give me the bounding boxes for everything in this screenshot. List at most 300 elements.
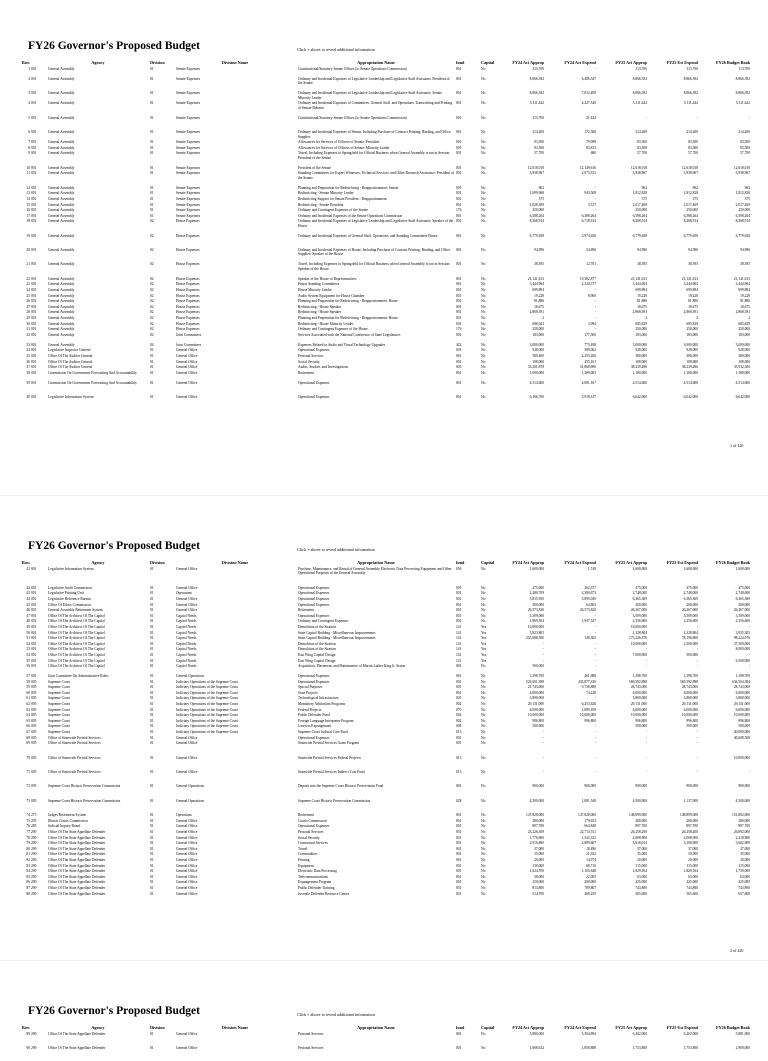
cell-fy24-act-approp: 10,000,000 bbox=[527, 713, 544, 718]
cell-division-name: Senate Expenses bbox=[176, 140, 201, 145]
cell-fy25-est-expend: 29,131,000 bbox=[681, 702, 698, 707]
table-row bbox=[0, 234, 768, 248]
cell-agency-code: 290 bbox=[31, 874, 37, 879]
cell-fy24-act-approp: 514,700 bbox=[532, 891, 544, 896]
cell-row-number: 41 bbox=[26, 567, 30, 571]
cell-agency-code: 001 bbox=[31, 658, 37, 663]
cell-row-number: 44 bbox=[26, 596, 30, 601]
cell-row-number: 29 bbox=[26, 316, 30, 321]
cell-row-number: 75 bbox=[26, 818, 30, 823]
cell-fy24-act-expend: - bbox=[594, 208, 596, 213]
cell-fy24-act-approp: 996,800 bbox=[532, 718, 544, 723]
cell-row-number: 9 bbox=[28, 151, 30, 156]
cell-fy24-act-approp: 23,226,309 bbox=[527, 829, 544, 834]
cell-fy26-budget-book: 40,608,500 bbox=[733, 735, 750, 740]
table-body bbox=[0, 1032, 768, 1061]
cell-agency-code: 001 bbox=[31, 327, 37, 332]
cell-capital: No bbox=[481, 869, 486, 874]
table-row bbox=[0, 101, 768, 115]
cell-row-number: 45 bbox=[26, 602, 30, 607]
table-row bbox=[0, 784, 768, 798]
cell-fund: 001 bbox=[456, 304, 462, 309]
cell-fy25-act-approp: 19,228 bbox=[637, 293, 647, 298]
cell-agency: General Assembly bbox=[48, 101, 75, 106]
cell-fund: 001 bbox=[456, 852, 462, 857]
cell-agency-code: 005 bbox=[31, 770, 37, 775]
cell-agency: General Assembly bbox=[48, 219, 75, 224]
cell-fund: 001 bbox=[456, 596, 462, 601]
cell-agency-code: 001 bbox=[31, 567, 37, 571]
cell-fy25-est-expend: 2,356,600 bbox=[683, 619, 698, 624]
cell-fy24-act-expend: 1,889,109 bbox=[581, 707, 596, 712]
cell-division: 01 bbox=[150, 185, 154, 190]
cell-agency-code: 001 bbox=[31, 140, 37, 145]
cell-fy24-act-expend: 5,895,049 bbox=[581, 596, 596, 601]
cell-agency: General Assembly bbox=[48, 293, 75, 298]
cell-fy25-act-approp: 996,800 bbox=[635, 718, 647, 723]
cell-row-number: 27 bbox=[26, 304, 30, 309]
cell-fy24-act-expend: 12,701 bbox=[586, 262, 596, 267]
cell-fund: 001 bbox=[456, 818, 462, 823]
cell-agency: Judicial Inquiry Board bbox=[48, 824, 81, 829]
cell-fund: 141 bbox=[456, 652, 462, 657]
cell-fy26-budget-book: 83,500 bbox=[740, 140, 750, 145]
cell-capital: No bbox=[481, 846, 486, 851]
cell-fy24-act-expend: 709,867 bbox=[584, 885, 596, 890]
cell-fund: 141 bbox=[456, 636, 462, 641]
cell-agency: General Assembly bbox=[48, 233, 75, 238]
cell-agency: Office Of The Auditor General bbox=[48, 353, 93, 358]
cell-row-number: 52 bbox=[26, 641, 30, 646]
cell-fy25-act-approp: 4,514,600 bbox=[632, 380, 647, 385]
table-row bbox=[0, 741, 768, 755]
cell-division: 01 bbox=[150, 613, 154, 618]
cell-fy24-act-expend: 4,227,526 bbox=[581, 101, 596, 106]
cell-appropriation-name: Ordinary and Contingent Expenses bbox=[298, 619, 349, 624]
cell-fy24-act-approp: 3,509,000 bbox=[529, 613, 544, 618]
column-header-division-name: Division Name bbox=[221, 60, 249, 65]
cell-fy25-est-expend: 500,000 bbox=[686, 652, 698, 657]
cell-fy25-est-expend: 38,395 bbox=[688, 262, 698, 267]
cell-fy24-act-approp: 280,000 bbox=[532, 818, 544, 823]
cell-fy25-est-expend: - bbox=[696, 770, 698, 775]
cell-agency-code: 001 bbox=[31, 380, 37, 385]
cell-row-number: 86 bbox=[26, 880, 30, 885]
cell-fy24-act-approp: 250,000 bbox=[532, 327, 544, 332]
cell-division-name: General Office bbox=[176, 880, 198, 885]
cell-fy26-budget-book: 3,509,000 bbox=[735, 613, 750, 618]
cell-fy26-budget-book: 500,000 bbox=[738, 724, 750, 729]
cell-division: 01 bbox=[150, 713, 154, 718]
cell-agency-code: 001 bbox=[31, 145, 37, 150]
cell-agency: General Assembly bbox=[48, 208, 75, 213]
cell-fy24-act-expend: 469,259 bbox=[584, 891, 596, 896]
cell-fy26-budget-book: 375 bbox=[744, 196, 750, 201]
cell-fy26-budget-book: 5,311,442 bbox=[735, 101, 750, 106]
table-row bbox=[0, 381, 768, 395]
cell-fy26-budget-book: 1,739,000 bbox=[735, 869, 750, 874]
table-row bbox=[0, 333, 768, 343]
cell-appropriation-name: Speaker of the House of Representatives bbox=[298, 276, 357, 281]
cell-division-name: General Operations bbox=[176, 784, 205, 789]
cell-agency: General Assembly bbox=[48, 91, 75, 96]
cell-agency: Office Of The State Appellate Defender bbox=[48, 841, 106, 846]
cell-fund: 001 bbox=[456, 299, 462, 304]
cell-appropriation-name: Federal Projects bbox=[298, 707, 322, 712]
cell-fy25-act-approp: 375 bbox=[641, 196, 647, 201]
cell-fy25-act-approp: 2,008,900 bbox=[632, 835, 647, 840]
cell-fy24-act-expend: - bbox=[594, 310, 596, 315]
table-body bbox=[0, 567, 768, 897]
cell-fy24-act-expend: 433,877,336 bbox=[578, 679, 596, 684]
cell-fund: 001 bbox=[456, 67, 462, 71]
cell-fund: 001 bbox=[456, 130, 462, 135]
cell-fy25-act-approp: 2,017,469 bbox=[632, 202, 647, 207]
cell-fy24-act-approp: 33,201,878 bbox=[527, 365, 544, 370]
cell-fund: 001 bbox=[456, 679, 462, 684]
cell-division: 02 bbox=[150, 233, 154, 238]
cell-fy25-est-expend: 6,202,000 bbox=[683, 1032, 698, 1036]
cell-fy26-budget-book: 2,356,600 bbox=[735, 619, 750, 624]
cell-fund: 001 bbox=[456, 202, 462, 207]
cell-fund: 001 bbox=[456, 191, 462, 196]
cell-capital: No bbox=[481, 353, 486, 358]
cell-capital: No bbox=[481, 310, 486, 315]
cell-row-number: 20 bbox=[26, 248, 30, 253]
cell-division-name: General Office bbox=[176, 380, 198, 385]
cell-fund: 141 bbox=[456, 658, 462, 663]
cell-fy24-act-expend: 9,738,880 bbox=[581, 685, 596, 690]
cell-division-name: Senate Expenses bbox=[176, 77, 201, 81]
cell-fy25-act-approp: 37,000 bbox=[637, 846, 647, 851]
cell-division-name: Judiciary Operations of the Supreme Court bbox=[176, 696, 238, 701]
table-body bbox=[0, 67, 768, 401]
column-header-capital: Capital bbox=[481, 60, 495, 65]
cell-fy25-est-expend: - bbox=[696, 658, 698, 663]
cell-fy25-est-expend: 2,500,000 bbox=[683, 641, 698, 646]
cell-division: 02 bbox=[150, 262, 154, 267]
cell-fy24-act-approp: 21,141,613 bbox=[527, 276, 544, 281]
cell-division-name: Capitol Needs bbox=[176, 664, 197, 669]
cell-fy26-budget-book: - bbox=[748, 624, 750, 629]
cell-agency-code: 290 bbox=[31, 857, 37, 862]
cell-division: 01 bbox=[150, 202, 154, 207]
cell-fy24-act-expend: 2,973,912 bbox=[581, 171, 596, 176]
cell-fund: 001 bbox=[456, 885, 462, 890]
cell-capital: No bbox=[481, 359, 486, 364]
cell-agency-code: 290 bbox=[31, 852, 37, 857]
cell-fy25-act-approp: 6,779,658 bbox=[632, 233, 647, 238]
cell-division-name: House Expenses bbox=[176, 282, 200, 287]
cell-row-number: 34 bbox=[26, 348, 30, 353]
cell-agency-code: 001 bbox=[31, 370, 37, 375]
cell-fy26-budget-book: 28,743,000 bbox=[733, 685, 750, 690]
cell-capital: No bbox=[481, 165, 486, 170]
cell-fund: 003 bbox=[456, 365, 462, 370]
column-header-fy24-approp: FY24 Act Approp bbox=[512, 560, 544, 565]
cell-fy24-act-approp: 37,000 bbox=[534, 846, 544, 851]
cell-fy26-budget-book: 40,000,000 bbox=[733, 730, 750, 735]
cell-fund: 001 bbox=[456, 348, 462, 353]
cell-division: 01 bbox=[150, 824, 154, 829]
cell-appropriation-name: Lawyers Expungement bbox=[298, 724, 332, 729]
cell-fy26-budget-book: 1,398,700 bbox=[735, 674, 750, 679]
cell-capital: No bbox=[481, 829, 486, 834]
column-header-fy24-expend: FY24 Act Expend bbox=[564, 60, 596, 65]
cell-capital: No bbox=[481, 664, 486, 669]
cell-division: 01 bbox=[150, 585, 154, 590]
cell-fy24-act-expend: 1,858,888 bbox=[581, 1046, 596, 1051]
cell-row-number: 76 bbox=[26, 824, 30, 829]
cell-fy26-budget-book: 5,881,000 bbox=[735, 1032, 750, 1036]
cell-fy26-budget-book: 26,267,000 bbox=[733, 608, 750, 613]
cell-fy24-act-expend: - bbox=[594, 299, 596, 304]
cell-fy26-budget-book: 8,268,914 bbox=[735, 219, 750, 224]
cell-fy24-act-expend: 21,922 bbox=[586, 852, 596, 857]
cell-fy24-act-approp: 1,776,900 bbox=[529, 835, 544, 840]
cell-appropriation-name: Standing Committees for Expert Witnesses, Technical Services, and Other Research Assistance: President of the Senate bbox=[298, 171, 454, 180]
cell-row-number: 10 bbox=[26, 165, 30, 170]
cell-fy25-est-expend: - bbox=[696, 730, 698, 735]
cell-fy25-act-approp: 685,829 bbox=[635, 321, 647, 326]
cell-fy25-act-approp: 29,131,000 bbox=[630, 702, 647, 707]
cell-agency: General Assembly bbox=[48, 151, 75, 156]
cell-division: 01 bbox=[150, 151, 154, 156]
cell-division-name: Senate Expenses bbox=[176, 115, 201, 120]
cell-fy24-act-approp: 3,938,967 bbox=[529, 171, 544, 176]
cell-fy24-act-expend: - bbox=[594, 652, 596, 657]
cell-row-number: 30 bbox=[26, 321, 30, 326]
cell-fy24-act-approp: 4,500,000 bbox=[529, 798, 544, 803]
cell-capital: No bbox=[481, 619, 486, 624]
cell-fund: 001 bbox=[456, 602, 462, 607]
cell-division: 01 bbox=[150, 784, 154, 789]
cell-agency-code: 001 bbox=[31, 304, 37, 309]
cell-division-name: Capitol Needs bbox=[176, 613, 197, 618]
cell-agency-code: 001 bbox=[31, 365, 37, 370]
cell-division: 01 bbox=[150, 880, 154, 885]
cell-fy24-act-expend: 1,289,003 bbox=[581, 370, 596, 375]
cell-fy25-act-approp: 569,592,898 bbox=[629, 679, 647, 684]
cell-agency-code: 005 bbox=[31, 718, 37, 723]
cell-appropriation-name: President of the Senate bbox=[298, 165, 332, 170]
cell-agency: General Assembly bbox=[48, 332, 75, 337]
cell-row-number: 31 bbox=[26, 327, 30, 332]
cell-fy25-est-expend: 30,000 bbox=[688, 852, 698, 857]
cell-fy25-act-approp: 3,618,014 bbox=[632, 841, 647, 846]
cell-capital: No bbox=[481, 730, 486, 735]
cell-fy26-budget-book: 3,000,000 bbox=[735, 342, 750, 347]
cell-row-number: 12 bbox=[26, 185, 30, 190]
cell-fy26-budget-book: 743,800 bbox=[738, 885, 750, 890]
cell-capital: No bbox=[481, 202, 486, 207]
table-row bbox=[0, 171, 768, 185]
cell-fy25-act-approp: 1,328,804 bbox=[632, 630, 647, 635]
cell-division: 01 bbox=[150, 395, 154, 400]
cell-agency-code: 001 bbox=[31, 191, 37, 196]
cell-division-name: Joint Committees bbox=[176, 342, 202, 347]
cell-division: 01 bbox=[150, 685, 154, 690]
cell-division: 01 bbox=[150, 91, 154, 96]
cell-fy25-est-expend: 3,000,000 bbox=[683, 342, 698, 347]
cell-fy25-act-approp: 1,829,164 bbox=[632, 869, 647, 874]
cell-fy26-budget-book: 8,866,392 bbox=[735, 77, 750, 81]
cell-appropriation-name: Redistricting Support for Senate President - Reapportionment bbox=[298, 196, 387, 201]
cell-fund: 001 bbox=[456, 813, 462, 818]
cell-capital: No bbox=[481, 213, 486, 218]
cell-fy25-est-expend: 569,592,898 bbox=[680, 679, 698, 684]
cell-appropriation-name: Mandatory Arbitration Programs bbox=[298, 702, 346, 707]
cell-appropriation-name: Retirement bbox=[298, 370, 314, 375]
cell-division: 01 bbox=[150, 145, 154, 150]
cell-fy24-act-approp: 1,808,612 bbox=[529, 1046, 544, 1051]
cell-row-number: 63 bbox=[26, 707, 30, 712]
cell-capital: No bbox=[481, 248, 486, 253]
cell-agency-code: 001 bbox=[31, 348, 37, 353]
cell-fy26-budget-book: 12,618,018 bbox=[733, 165, 750, 170]
cell-appropriation-name: Redistricting - Senate Minority Leader bbox=[298, 191, 354, 196]
cell-agency: Legislative Printing Unit bbox=[48, 591, 84, 596]
cell-fy26-budget-book: 996,800 bbox=[738, 718, 750, 723]
cell-row-number: 59 bbox=[26, 685, 30, 690]
cell-fy25-act-approp: 63,000 bbox=[637, 874, 647, 879]
cell-fy26-budget-book: 63,000 bbox=[740, 874, 750, 879]
cell-agency: General Assembly Retirement System bbox=[48, 608, 103, 613]
cell-capital: No bbox=[481, 67, 486, 71]
cell-agency-code: 001 bbox=[31, 613, 37, 618]
cell-fy25-act-approp: 380,000 bbox=[635, 353, 647, 358]
cell-division-name: General Office bbox=[176, 741, 198, 746]
cell-row-number: 3 bbox=[28, 91, 30, 96]
cell-fy25-est-expend: 2,868,391 bbox=[683, 310, 698, 315]
cell-division: 01 bbox=[150, 130, 154, 135]
column-header-fy25-est: FY25 Est Expend bbox=[666, 60, 698, 65]
cell-fy26-budget-book: 1,180,000 bbox=[735, 370, 750, 375]
cell-agency: Office Of The Architect Of The Capitol bbox=[48, 630, 105, 635]
cell-agency-code: 001 bbox=[31, 276, 37, 281]
cell-capital: No bbox=[481, 316, 486, 321]
cell-row-number: 37 bbox=[26, 365, 30, 370]
cell-appropriation-name: Operational Expenses bbox=[298, 596, 330, 601]
cell-appropriation-name: Juvenile Defender Resource Center bbox=[298, 891, 349, 896]
cell-fy24-act-approp: 26,573,820 bbox=[527, 608, 544, 613]
cell-fy25-act-approp: - bbox=[645, 115, 647, 120]
column-header-row: Row bbox=[21, 60, 30, 65]
cell-fund: 001 bbox=[456, 151, 462, 156]
cell-row-number: 8 bbox=[28, 145, 30, 150]
cell-capital: No bbox=[481, 1032, 486, 1036]
cell-fy24-act-approp: 250,000 bbox=[532, 880, 544, 885]
cell-agency-code: 290 bbox=[31, 885, 37, 890]
cell-appropriation-name: Demolition of the Stratton bbox=[298, 624, 336, 629]
cell-fy25-act-approp: 6,000,000 bbox=[632, 690, 647, 695]
cell-fy24-act-approp: - bbox=[542, 770, 544, 775]
cell-fy25-est-expend: 6,779,658 bbox=[683, 233, 698, 238]
cell-fy25-est-expend: 18,675 bbox=[688, 304, 698, 309]
cell-appropriation-name: Courts Commission bbox=[298, 818, 327, 823]
cell-fy25-act-approp: 4,500,000 bbox=[632, 798, 647, 803]
cell-fy24-act-approp: 6,000,000 bbox=[529, 707, 544, 712]
cell-fy25-est-expend: - bbox=[696, 741, 698, 746]
cell-fy26-budget-book: 1,600,000 bbox=[735, 567, 750, 571]
cell-agency: Joint Committee On Administrative Rules bbox=[48, 674, 109, 679]
cell-fy26-budget-book: 280,000 bbox=[738, 818, 750, 823]
cell-division-name: General Office bbox=[176, 835, 198, 840]
cell-division: 01 bbox=[150, 647, 154, 652]
cell-division: 01 bbox=[150, 365, 154, 370]
cell-fy24-act-approp: 6,166,700 bbox=[529, 395, 544, 400]
cell-division: 02 bbox=[150, 304, 154, 309]
cell-fy25-act-approp: - bbox=[645, 658, 647, 663]
cell-fy24-act-approp: - bbox=[542, 641, 544, 646]
cell-appropriation-name: Travel bbox=[298, 846, 308, 851]
cell-fy25-act-approp: 83,500 bbox=[637, 140, 647, 145]
cell-division: 01 bbox=[150, 652, 154, 657]
cell-row-number: 32 bbox=[26, 332, 30, 337]
cell-agency-code: 290 bbox=[31, 846, 37, 851]
cell-fund: 001 bbox=[456, 784, 462, 789]
cell-division: 02 bbox=[150, 310, 154, 315]
cell-division: 01 bbox=[150, 208, 154, 213]
cell-appropriation-name: Travel, Including Expenses to Springfield for Official Business when General Assembly is not in Session: Speaker of the House bbox=[298, 262, 451, 271]
cell-fy25-est-expend: 6,642,000 bbox=[683, 395, 698, 400]
cell-division-name: Senate Expenses bbox=[176, 185, 201, 190]
cell-division-name: Judiciary Operations of the Supreme Court bbox=[176, 702, 238, 707]
cell-fy24-act-approp: 255,688,300 bbox=[526, 636, 544, 641]
cell-division-name: General Office bbox=[176, 841, 198, 846]
table-row bbox=[0, 91, 768, 101]
cell-agency: General Assembly bbox=[48, 262, 75, 267]
cell-appropriation-name: Technological Infrastructure bbox=[298, 696, 339, 701]
cell-fy26-budget-book: 83,500 bbox=[740, 145, 750, 150]
page-title: FY26 Governor's Proposed Budget bbox=[28, 540, 200, 552]
cell-division: 01 bbox=[150, 77, 154, 81]
cell-agency: Legislative Reference Bureau bbox=[48, 596, 91, 601]
cell-appropriation-name: Ordinary and Incidental Expenses of Legislative Leadership and Legislative Staff Assistants: President of the Senate bbox=[298, 77, 450, 86]
cell-capital: No bbox=[481, 735, 486, 740]
cell-fy26-budget-book: - bbox=[748, 652, 750, 657]
cell-division: 01 bbox=[150, 674, 154, 679]
cell-fund: 001 bbox=[456, 1046, 462, 1051]
cell-fund: 001 bbox=[456, 370, 462, 375]
cell-capital: No bbox=[481, 304, 486, 309]
cell-row-number: 80 bbox=[26, 846, 30, 851]
cell-appropriation-name: East Wing Capitol Design bbox=[298, 658, 336, 663]
cell-fy25-est-expend: 375 bbox=[692, 196, 698, 201]
cell-fy26-budget-book: 6,642,000 bbox=[735, 395, 750, 400]
cell-division: 01 bbox=[150, 818, 154, 823]
cell-fy26-budget-book: - bbox=[748, 664, 750, 669]
cell-agency: General Assembly bbox=[48, 282, 75, 287]
cell-agency-code: 001 bbox=[31, 91, 37, 96]
cell-row-number: 22 bbox=[26, 276, 30, 281]
cell-fy26-budget-book: 18,675 bbox=[740, 304, 750, 309]
cell-agency: Office Of The State Appellate Defender bbox=[48, 885, 106, 890]
cell-division: 01 bbox=[150, 619, 154, 624]
cell-fy25-est-expend: 3,100,000 bbox=[683, 841, 698, 846]
cell-capital: No bbox=[481, 151, 486, 156]
cell-fy26-budget-book: 37,500,000 bbox=[733, 641, 750, 646]
cell-agency-code: 001 bbox=[31, 395, 37, 400]
cell-division-name: Senate Expenses bbox=[176, 91, 201, 96]
cell-agency: Office Of The Architect Of The Capitol bbox=[48, 624, 105, 629]
cell-agency-code: 290 bbox=[31, 1046, 37, 1051]
cell-fy25-act-approp: - bbox=[645, 755, 647, 760]
cell-fund: 001 bbox=[456, 359, 462, 364]
cell-agency: General Assembly bbox=[48, 276, 75, 281]
cell-capital: No bbox=[481, 91, 486, 96]
cell-division-name: General Office bbox=[176, 818, 198, 823]
